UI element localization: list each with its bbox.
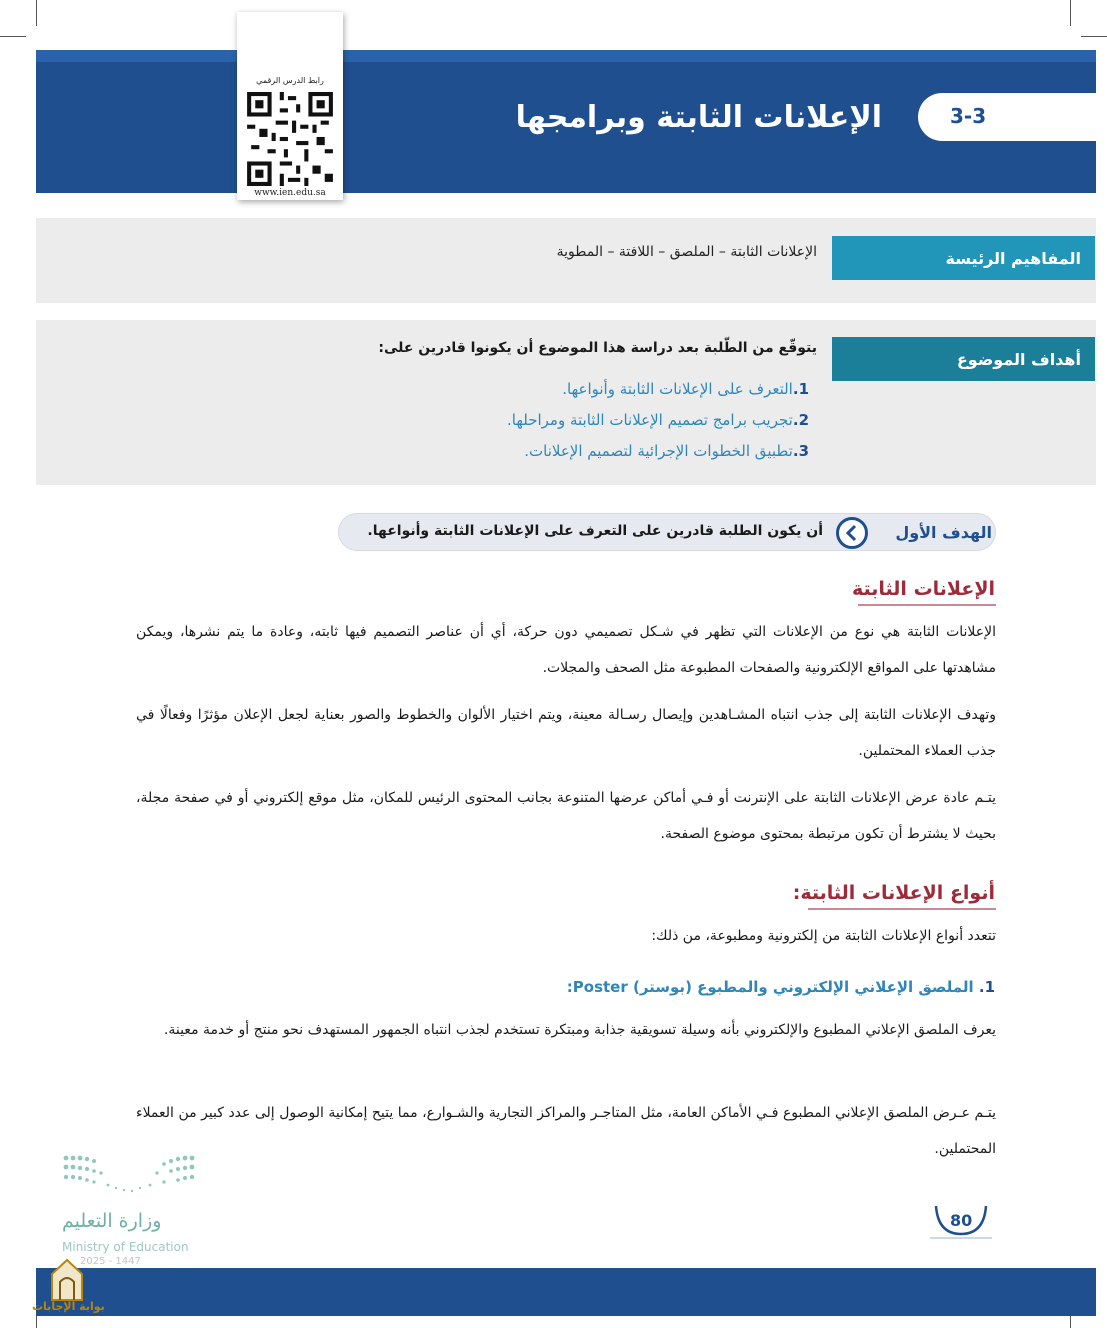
footer-band — [36, 1268, 1096, 1316]
qr-caption: رابط الدرس الرقمي — [256, 76, 324, 85]
goal-item: 3.تطبيق الخطوات الإجرائية لتصميم الإعلانات. — [524, 442, 809, 460]
concepts-text: الإعلانات الثابتة – الملصق – اللافتة – المطوية — [556, 244, 817, 260]
paragraph: تتعدد أنواع الإعلانات الثابتة من إلكترونية ومطبوعة، من ذلك: — [651, 928, 996, 944]
paragraph: الإعلانات الثابتة هي نوع من الإعلانات التي تظهر في شـكل تصميمي دون حركة، أي أن عناصر التصميم فيها ثابته، وعادة ما يتم نشرها، ويمكن مشاهدتها على المواقع الإلكترونية والصفحات المطبوعة مثل الصحف والمجلات. — [136, 624, 996, 676]
objective-text: أن يكون الطلبة قادرين على التعرف على الإعلانات الثابتة وأنواعها. — [367, 523, 823, 539]
goals-label: أهداف الموضوع — [832, 337, 1095, 381]
section-heading: أنواع الإعلانات الثابتة: — [792, 882, 995, 904]
goal-item: 2.تجريب برامج تصميم الإعلانات الثابتة ومراحلها. — [507, 411, 809, 429]
concepts-label: المفاهيم الرئيسة — [832, 236, 1095, 280]
ministry-logo-icon — [60, 1152, 200, 1200]
qr-card[interactable] — [237, 12, 343, 200]
section-heading: الإعلانات الثابتة — [852, 578, 995, 600]
goal-item: 1.التعرف على الإعلانات الثابتة وأنواعها. — [562, 380, 809, 398]
crop-mark — [1070, 0, 1071, 26]
qr-code-icon[interactable] — [247, 92, 333, 186]
crop-mark — [1081, 36, 1107, 37]
objective-label: الهدف الأول — [895, 523, 992, 542]
paragraph: يعرف الملصق الإعلاني المطبوع والإلكتروني بأنه وسيلة تسويقية جذابة ومبتكرة تستخدم لجذب انتباه الجمهور المستهدف نحو منتج أو خدمة معينة. — [163, 1022, 996, 1038]
lesson-tab — [918, 93, 1096, 141]
crop-mark — [36, 0, 37, 26]
ministry-name-ar: وزارة التعليم — [62, 1210, 162, 1232]
paragraph: يتـم عادة عرض الإعلانات الثابتة على الإنترنت أو فـي أماكن عرضها المتنوعة بجانب المحتوى الرئيس للمكان، مثل موقع إلكتروني أو في صفحة مجلة، بحيث لا يشترط أن تكون مرتبطة بمحتوى موضوع الصفحة. — [136, 790, 996, 842]
edition-year: 2025 - 1447 — [80, 1256, 141, 1267]
list-item-heading: 1. الملصق الإعلاني الإلكتروني والمطبوع (بوستر) Poster: — [566, 978, 995, 996]
section-underline — [858, 604, 996, 606]
page-number: 80 — [950, 1211, 973, 1230]
ministry-name-en: Ministry of Education — [62, 1240, 189, 1254]
crop-mark — [0, 36, 26, 37]
lesson-number: 3-3 — [950, 104, 987, 128]
goals-lead: يتوقّع من الطّلبة بعد دراسة هذا الموضوع أن يكونوا قادرين على: — [378, 340, 817, 356]
watermark-text: بوابة الإجابات — [32, 1300, 105, 1313]
arrow-left-icon — [836, 517, 868, 549]
lesson-title: الإعلانات الثابتة وبرامجها — [515, 100, 882, 135]
paragraph: يتـم عـرض الملصق الإعلاني المطبوع فـي الأماكن العامة، مثل المتاجـر والمراكز التجارية والشـوارع، مما يتيح إمكانية الوصول إلى عدد كبير من العملاء المحتملين. — [136, 1105, 996, 1157]
section-underline — [808, 908, 996, 910]
paragraph: وتهدف الإعلانات الثابتة إلى جذب انتباه المشـاهدين وإيصال رسـالة معينة، ويتم اختيار الألوان والخطوط والصور بعناية لجعل الإعلان مؤثرًا وفعالًا في جذب العملاء المحتملين. — [136, 707, 996, 759]
qr-url[interactable]: www.ien.edu.sa — [254, 188, 326, 198]
